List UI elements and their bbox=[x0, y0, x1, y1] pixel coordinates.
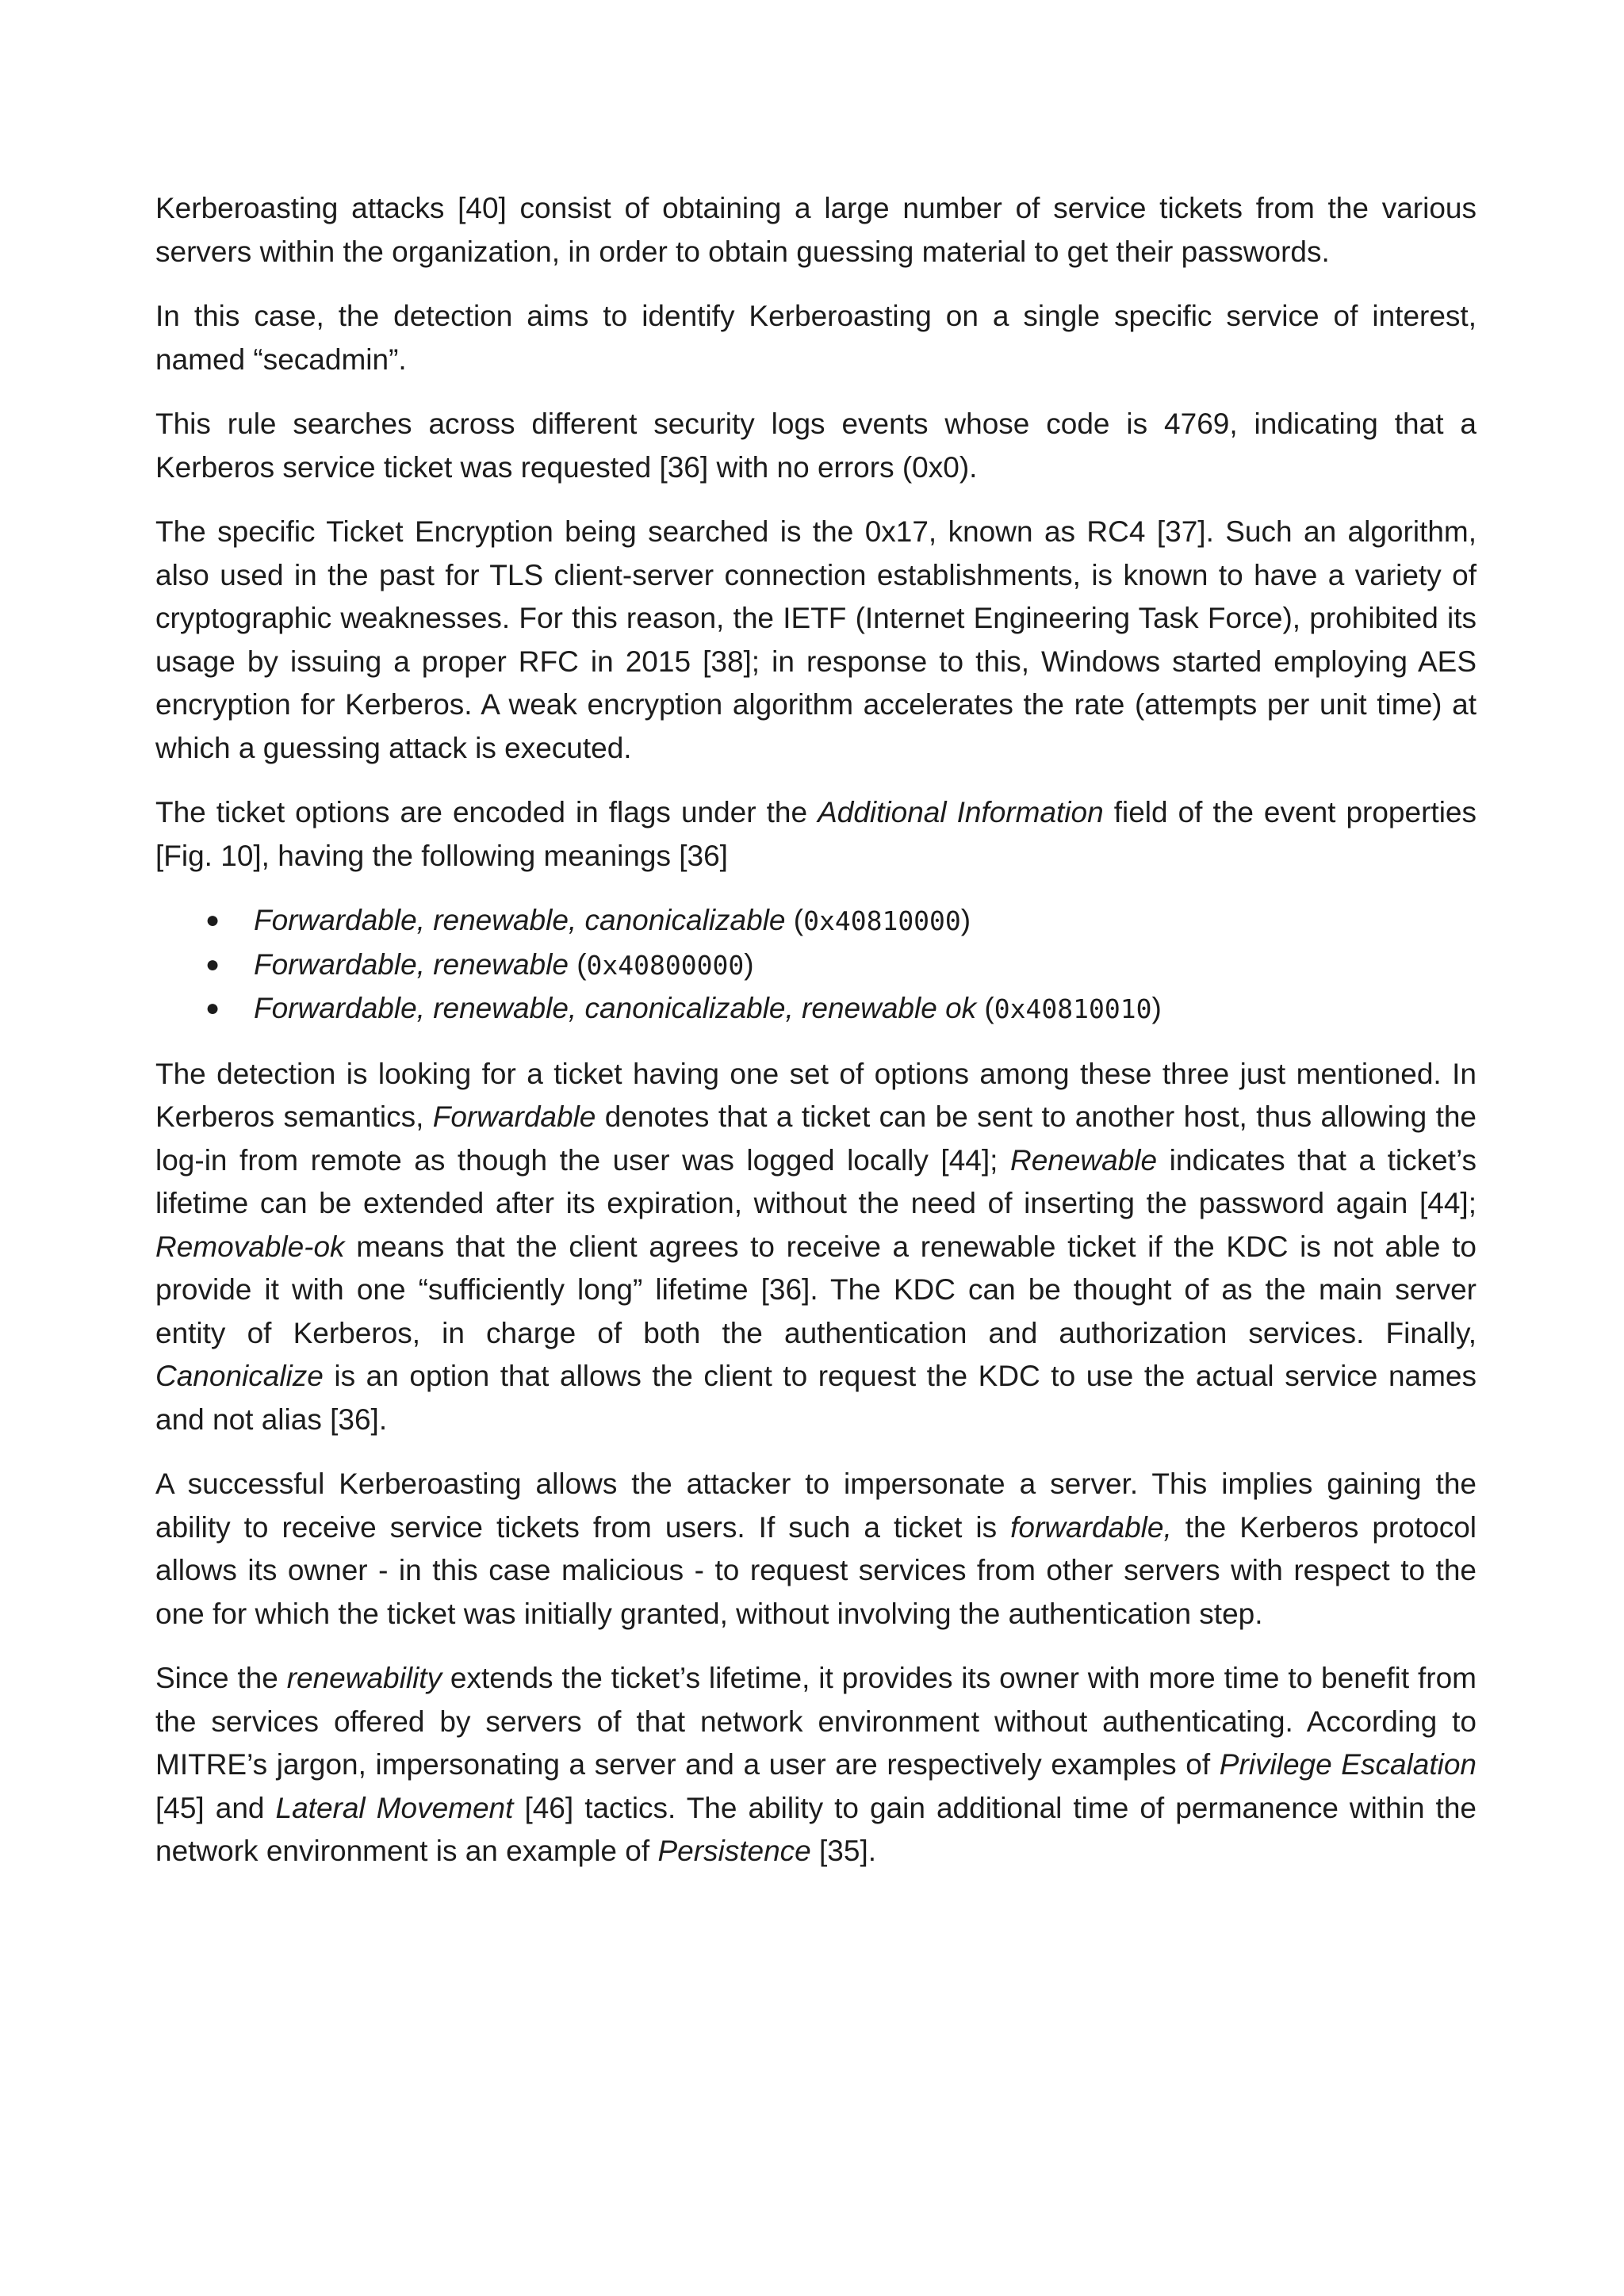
option-label: Forwardable, renewable, canonicalizable bbox=[254, 904, 786, 936]
text-segment: The ticket options are encoded in flags under the bbox=[155, 796, 818, 828]
text-segment: indicates that a ticket’s lifetime can be extended after its expiration, without the need of inserting the password again [44]; bbox=[155, 1143, 1477, 1219]
text-segment: denotes that a ticket can be sent to another host, thus allowing the log-in from remote as though the user was logged locally [44]; bbox=[155, 1100, 1477, 1177]
text-segment: [46] tactics. The ability to gain additional time of permanence within the network environment is an example of bbox=[155, 1791, 1477, 1867]
bullet-icon: ● bbox=[205, 995, 220, 1021]
text-segment: The detection is looking for a ticket having one set of options among these three just mentioned. In Kerberos semantics, bbox=[155, 1057, 1477, 1133]
option-label: Forwardable, renewable bbox=[254, 947, 569, 981]
italic-term: Canonicalize bbox=[155, 1360, 324, 1392]
list-item bbox=[155, 943, 1477, 988]
bullet-icon: ● bbox=[205, 907, 220, 933]
document-page bbox=[155, 187, 1477, 1895]
option-code: 0x40810000 bbox=[803, 905, 961, 936]
italic-term: forwardable, bbox=[1010, 1510, 1172, 1544]
option-code: 0x40800000 bbox=[586, 949, 745, 981]
text-segment: extends the ticket’s lifetime, it provides its owner with more time to benefit from the services offered by servers of that network environment without authenticating. According to MITRE’s jargon, impersonating a server and a user are respectively examples of bbox=[155, 1662, 1477, 1781]
text-segment: means that the client agrees to receive a renewable ticket if the KDC is not able to provide it with one “sufficiently long” lifetime [36]. The KDC can be thought of as the main server entity of Kerberos, in charge of both the authentication and authorization services. Finally, bbox=[155, 1230, 1477, 1349]
paren-close: ) bbox=[1151, 992, 1162, 1024]
text-segment: [45] and bbox=[155, 1791, 276, 1824]
paragraph-renewability bbox=[155, 1657, 1477, 1873]
italic-term: renewability bbox=[286, 1662, 442, 1694]
paragraph-ticket-options bbox=[155, 791, 1477, 878]
italic-term: Removable-ok bbox=[155, 1230, 345, 1263]
ticket-options-list bbox=[155, 899, 1477, 1031]
italic-term: Renewable bbox=[1009, 1143, 1158, 1177]
text-segment: field of the event properties [Fig. 10], having the following meanings [36] bbox=[155, 796, 1477, 872]
text-segment: [35]. bbox=[810, 1835, 877, 1867]
paren-open: ( bbox=[568, 947, 587, 981]
paren-open: ( bbox=[976, 992, 994, 1024]
option-code: 0x40810010 bbox=[994, 993, 1152, 1024]
text-segment: is an option that allows the client to request the KDC to use the actual service names and not alias [36]. bbox=[155, 1360, 1477, 1436]
italic-term: Persistence bbox=[657, 1835, 811, 1867]
list-item bbox=[155, 987, 1477, 1031]
paren-close: ) bbox=[960, 904, 971, 936]
paragraph-encryption: The specific Ticket Encryption being searched is the 0x17, known as RC4 [37]. Such an algorithm, also used in the past for TLS client-server connection establishments, is known to have a variety of cryptographic weaknesses. For this reason, the IETF (Internet Engineering Task Force), prohibited its usage by issuing a proper RFC in 2015 [38]; in response to this, Windows started employing AES encryption for Kerberos. A weak encryption algorithm accelerates the rate (attempts per unit time) at which a guessing attack is executed. bbox=[155, 515, 1477, 764]
paragraph-kerberoasting-intro: Kerberoasting attacks [40] consist of obtaining a large number of service tickets from the various servers within the organization, in order to obtain guessing material to get their passwords. bbox=[155, 192, 1477, 268]
italic-term: Forwardable bbox=[432, 1100, 596, 1133]
paren-close: ) bbox=[744, 947, 754, 981]
paragraph-detection-scope: In this case, the detection aims to identify Kerberoasting on a single specific service of interest, named “secadmin”. bbox=[155, 300, 1477, 376]
text-segment: the Kerberos protocol allows its owner - in this case malicious - to request services from other servers with respect to the one for which the ticket was initially granted, without involving the authentication step. bbox=[155, 1510, 1477, 1630]
text-segment: Since the bbox=[155, 1662, 287, 1694]
paren-open: ( bbox=[785, 904, 804, 936]
italic-term: Additional Information bbox=[818, 796, 1104, 828]
list-item bbox=[155, 899, 1477, 943]
paragraph-rule-description: This rule searches across different security logs events whose code is 4769, indicating that a Kerberos service ticket was requested [36] with no errors (0x0). bbox=[155, 408, 1477, 484]
bullet-icon: ● bbox=[205, 951, 220, 978]
option-label: Forwardable, renewable, canonicalizable, renewable ok bbox=[254, 992, 977, 1024]
paragraph-impersonation bbox=[155, 1463, 1477, 1636]
paragraph-kerberos-semantics bbox=[155, 1053, 1477, 1442]
text-segment: A successful Kerberoasting allows the attacker to impersonate a server. This implies gaining the ability to receive service tickets from users. If such a ticket is bbox=[155, 1468, 1477, 1544]
italic-term: Lateral Movement bbox=[275, 1791, 514, 1824]
italic-term: Privilege Escalation bbox=[1219, 1748, 1477, 1781]
